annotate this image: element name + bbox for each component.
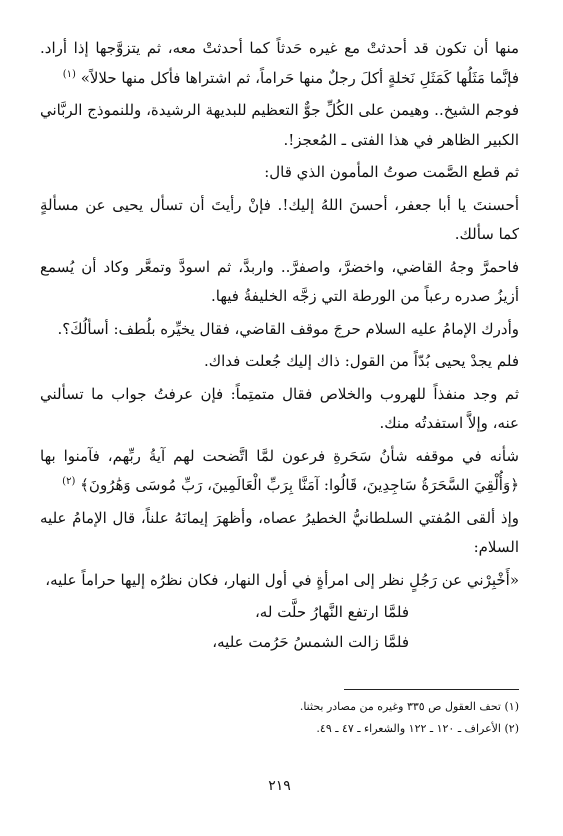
paragraph-text: منها أن تكون قد أحدثتْ مع غيره حَدثاً كما أحدثتْ معه، ثم يتزوَّجها إذا أراد. فإنَّما مَثَلُها كَمَثَلِ نَخلةٍ أكلَ رجلٌ منها حَراماً، ثم اشتراها فأكل منها حلالاً» — [40, 39, 520, 87]
paragraph-11 — [40, 566, 519, 596]
paragraph-text: وإذ ألقى المُفتي السلطانيُّ الخطيرُ عصاه، وأظهرَ إيمانَهُ علناً، قال الإمامُ عليه السلام: — [40, 508, 519, 556]
paragraph-text: أحسنتَ يا أبا جعفر، أحسنَ اللهُ إليك!. فإنْ رأيتَ أن تسأل يحيى عن مسألةٍ كما سألك. — [40, 195, 519, 243]
paragraph-9 — [40, 442, 519, 501]
footnotes — [40, 696, 519, 740]
verse-line-1: فلمَّا ارتفع النَّهارُ حلَّت له، — [254, 603, 409, 621]
book-page — [40, 34, 519, 796]
paragraph-2 — [40, 96, 519, 155]
verse-line-2: فلمَّا زالت الشمسُ حَرُمت عليه، — [212, 632, 409, 651]
footnote-ref-2[interactable]: (٢) — [62, 476, 76, 487]
paragraph-text: «أَخْبِرْني عن رَجُلٍ نظر إلى امرأةٍ في أول النهار، فكان نظرُه إليها حراماً عليه، — [45, 570, 519, 589]
footnote-divider — [344, 689, 519, 690]
paragraph-text: وأدرك الإمامُ عليه السلام حرجَ موقف القاضي، فقال يخيِّره بلُطف: أسألُكَ؟. — [57, 319, 519, 338]
paragraph-text: فوجم الشيخ.. وهيمن على الكُلِّ جوٌّ التعظيم للبديهة الرشيدة، وللنموذج الربَّاني الكبير الظاهر في هذا الفتى ـ المُعجز!. — [40, 101, 519, 149]
paragraph-text: شأنه في موقفه شأنُ سَحَرةِ فرعون لمَّا اتَّضحت لهم آيةُ ربِّهم، فآمنوا بها ﴿وَأُلْقِيَ السَّحَرَةُ سَاجِدِينَ، قَالُوا: آمَنَّا بِرَبِّ الْعَالَمِينَ، رَبِّ مُوسَى وَهَٰرُونَ﴾ — [40, 446, 519, 494]
footnote-ref-1[interactable]: (١) — [62, 68, 76, 80]
footnote-1: (١) تحف العقول ص ٣٣٥ وغيره من مصادر بحثنا. — [299, 700, 519, 713]
paragraph-1 — [40, 34, 519, 93]
paragraph-8 — [40, 380, 519, 439]
footnote-2: (٢) الأعراف ـ ١٢٠ ـ ١٢٢ والشعراء ـ ٤٧ ـ ٤٩. — [316, 722, 519, 735]
paragraph-6 — [40, 315, 519, 345]
paragraph-10 — [40, 504, 519, 563]
paragraph-text: فلم يجدْ يحيى بُدّاً من القول: ذاك إليك جُعلت فداك. — [203, 352, 519, 370]
paragraph-7 — [40, 347, 519, 377]
paragraph-text: ثم قطع الصَّمت صوتُ المأمون الذي قال: — [264, 163, 519, 181]
paragraph-text: ثم وجد منفذاً للهروب والخلاص فقال متمتِماً: فإن عرفتُ جواب ما تسألني عنه، وإلاَّ استفدتُه منك. — [40, 384, 519, 432]
paragraph-text: فاحمرَّ وجهُ القاضي، واخضرَّ، واصفرَّ.. واربدَّ، ثم اسودَّ وتمعَّر وكاد أن يُسمع أزيزُ صدره رعباً من الورطة التي زجَّه الخليفةُ فيها. — [40, 257, 519, 305]
paragraph-3 — [40, 158, 519, 188]
paragraph-4 — [40, 191, 519, 250]
page-number: ٢١٩ — [268, 778, 291, 794]
paragraph-5 — [40, 253, 519, 312]
